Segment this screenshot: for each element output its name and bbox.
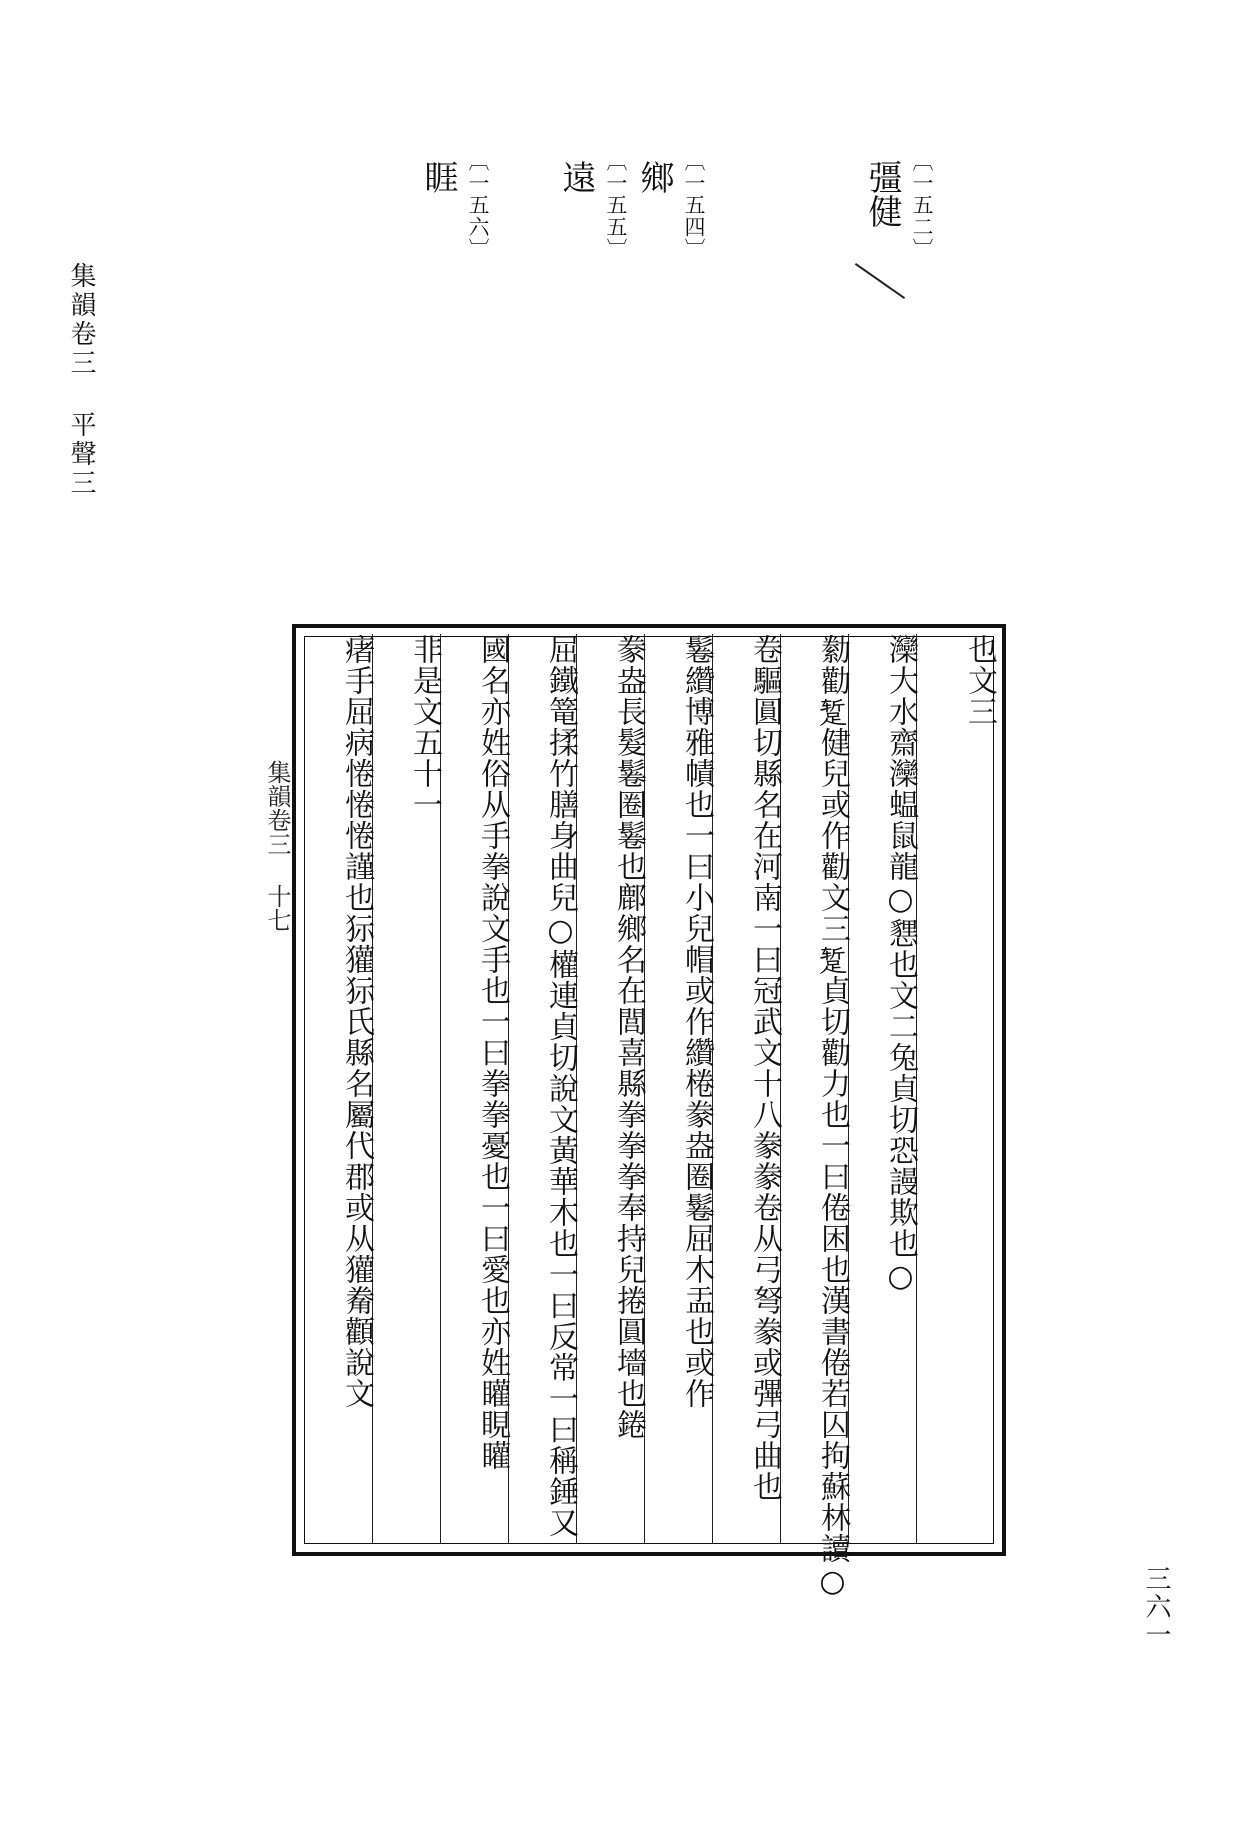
collation-note-chars: 遠 bbox=[556, 160, 596, 194]
text-column: 鬈纘博雅幘也一曰小兒帽或作纘棬豢盎圈鬈屈木盂也或作 bbox=[679, 634, 714, 1409]
text-column: 瘏手屈病惓惓惓謹也狋獾狋氏縣名屬代郡或从獾觠顴說文 bbox=[339, 634, 374, 1409]
text-column: 勬勸𫏐健兒或作勸文三𫏐貞切勸力也一曰倦困也漢書倦若囚拘蘇林讀○ bbox=[815, 634, 850, 1600]
page-number: 三六一 bbox=[1141, 1565, 1171, 1649]
collation-note-number: 〔一五二〕 bbox=[910, 150, 934, 260]
collation-note bbox=[858, 150, 937, 260]
text-column: 灤大水齋灤蝹鼠龍○㦟也文二兔貞切恐謾欺也○ bbox=[883, 634, 918, 1295]
collation-note-number: 〔一五四〕 bbox=[682, 150, 706, 260]
text-column: 國名亦姓俗从手拳說文手也一曰拳拳憂也一曰愛也亦姓矔睍矔 bbox=[475, 634, 510, 1471]
strike-mark bbox=[855, 263, 905, 299]
block-edge-label: 集韻卷三 十七 bbox=[263, 760, 291, 932]
collation-note bbox=[552, 150, 631, 260]
collation-note bbox=[414, 150, 493, 260]
text-column: 屈鐵篭揉竹膳身曲兒○權連貞切說文黃華木也一曰反常一曰稱錘又 bbox=[543, 634, 578, 1538]
collation-note-chars: 鄉 bbox=[634, 160, 674, 194]
text-column: 豢盎長髮鬈圈鬈也鄜鄉名在閭喜縣拳拳拳奉持兒捲圓墻也錈 bbox=[611, 634, 646, 1440]
collation-note bbox=[630, 150, 709, 260]
collation-note-number: 〔一五六〕 bbox=[466, 150, 490, 260]
side-header: 集韻卷三 平聲三 bbox=[66, 262, 96, 498]
text-column: 非是文五十一 bbox=[407, 634, 442, 820]
collation-note-number: 〔一五五〕 bbox=[604, 150, 628, 260]
text-column: 也文三 bbox=[962, 634, 997, 727]
text-column: 卷驅圓切縣名在河南一曰冠武文十八豢豢卷从弓弩豢或彃弓曲也 bbox=[747, 634, 782, 1502]
collation-note-chars: 彊健 bbox=[862, 160, 902, 228]
collation-note-chars: 睚 bbox=[418, 160, 458, 194]
